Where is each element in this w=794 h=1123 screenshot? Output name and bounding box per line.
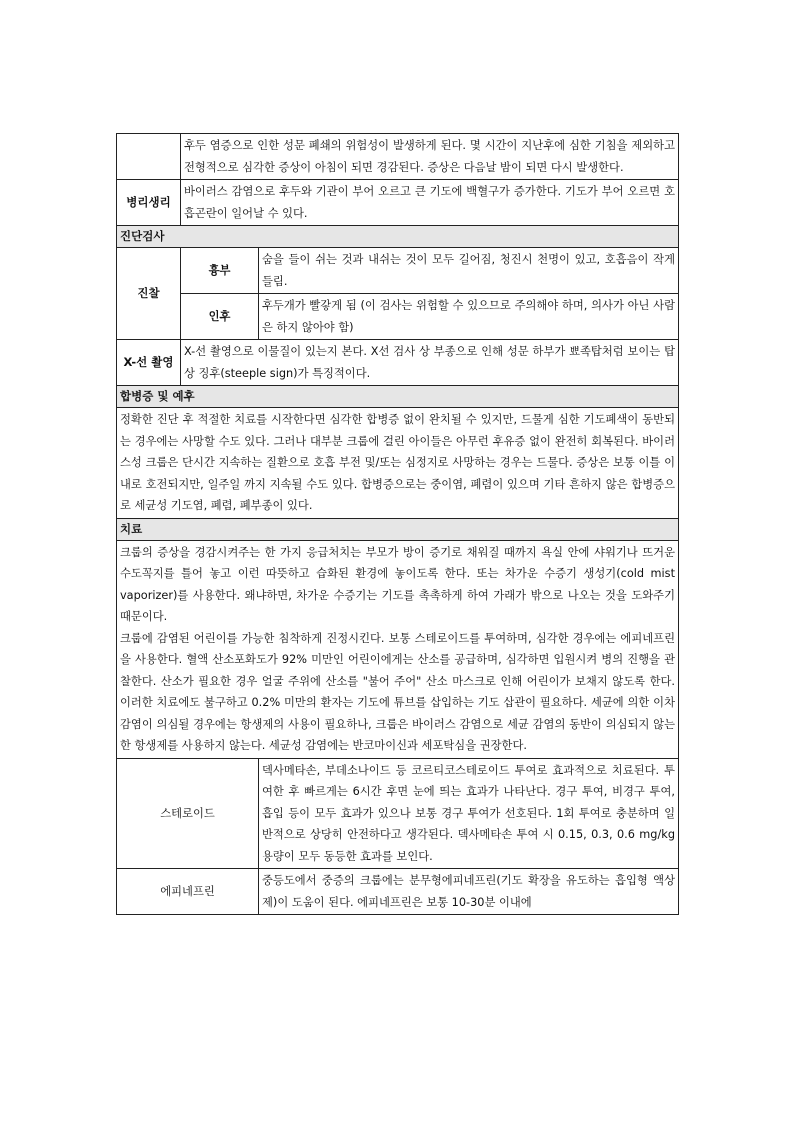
diagnosis-header: 진단검사 xyxy=(117,226,679,248)
complications-text: 정확한 진단 후 적절한 치료를 시작한다면 심각한 합병증 없이 완치될 수 있지만, 드물게 심한 기도폐색이 동반되는 경우에는 사망할 수도 있다. 그러나 대부분 크룹에 걸린 아이들은 아무런 후유증 없이 완전히 회복된다. 바이러스성 크룹은 단시간 지속하는 질환으로 호흡 부전 및/또는 심정지로 사망하는 경우는 드물다. 증상은 보통 이틀 이내로 호전되지만, 일주일 까지 지속될 수도 있다. 합병증으로는 중이염, 폐렴이 있으며 기타 흔하지 않은 합병증으로 세균성 기도염, 폐렴, 폐부종이 있다. xyxy=(117,408,679,519)
pathophysiology-row xyxy=(117,180,679,226)
epinephrine-text: 중등도에서 중증의 크룹에는 분무형에피네프린(기도 확장을 유도하는 흡입형 액상제)이 도움이 된다. 에피네프린은 보통 10-30분 이내에 xyxy=(259,869,679,915)
treatment-body xyxy=(117,540,679,758)
throat-text: 후두개가 빨갛게 됨 (이 검사는 위험할 수 있으므로 주의해야 하며, 의사가 아닌 사람은 하지 않아야 함) xyxy=(259,294,679,340)
xray-text: X-선 촬영으로 이물질이 있는지 본다. X선 검사 상 부종으로 인해 성문 하부가 뾰족탑처럼 보이는 탑상 징후(steeple sign)가 특징적이다. xyxy=(181,340,679,386)
pathophysiology-label: 병리생리 xyxy=(117,180,181,226)
treatment-header-row xyxy=(117,518,679,540)
steroid-label: 스테로이드 xyxy=(117,758,259,869)
xray-label: X-선 촬영 xyxy=(117,340,181,386)
throat-exam-row xyxy=(117,294,679,340)
treatment-header: 치료 xyxy=(117,518,679,540)
epinephrine-label: 에피네프린 xyxy=(117,869,259,915)
xray-row xyxy=(117,340,679,386)
treatment-row xyxy=(117,540,679,758)
document-page xyxy=(116,133,678,915)
chest-label: 흉부 xyxy=(181,248,259,294)
symptom-row xyxy=(117,134,679,180)
croup-info-table xyxy=(116,133,679,915)
treatment-paragraph-1: 크룹의 증상을 경감시켜주는 한 가지 응급처치는 부모가 방이 증기로 채워질 때까지 욕실 안에 샤워기나 뜨거운 수도꼭지를 틀어 놓고 이런 따뜻하고 습화된 환경에 놓이도록 한다. 또는 차가운 수증기 생성기(cold mist vaporizer)를 사용한다. 왜냐하면, 차가운 수증기는 기도를 촉촉하게 하여 가래가 밖으로 나오는 것을 도와주기 때문이다. xyxy=(120,545,675,623)
throat-label: 인후 xyxy=(181,294,259,340)
empty-label-cell xyxy=(117,134,181,180)
complications-row xyxy=(117,408,679,519)
complications-header: 합병증 및 예후 xyxy=(117,386,679,408)
pathophysiology-text: 바이러스 감염으로 후두와 기관이 부어 오르고 큰 기도에 백혈구가 증가한다. 기도가 부어 오르면 호흡곤란이 일어날 수 있다. xyxy=(181,180,679,226)
epinephrine-row xyxy=(117,869,679,915)
chest-exam-row xyxy=(117,248,679,294)
exam-label: 진찰 xyxy=(117,248,181,340)
treatment-paragraph-2: 크룹에 감염된 어린이를 가능한 침착하게 진정시킨다. 보통 스테로이드를 투여하며, 심각한 경우에는 에피네프린을 사용한다. 혈액 산소포화도가 92% 미만인 어린이에게는 산소를 공급하며, 심각하면 입원시켜 병의 진행을 관찰한다. 산소가 필요한 경우 얼굴 주위에 산소를 "불어 주어" 산소 마스크로 인해 어린이가 보채지 않도록 한다. 이러한 치료에도 불구하고 0.2% 미만의 환자는 기도에 튜브를 삽입하는 기도 삽관이 필요하다. 세균에 의한 이차감염이 의심될 경우에는 항생제의 사용이 필요하나, 크룹은 바이러스 감염으로 세균 감염의 동반이 의심되지 않는 한 항생제를 사용하지 않는다. 세균성 감염에는 반코마이신과 세포탁심을 권장한다. xyxy=(120,631,675,752)
chest-text: 숨을 들이 쉬는 것과 내쉬는 것이 모두 길어짐, 청진시 천명이 있고, 호흡음이 작게 들림. xyxy=(259,248,679,294)
steroid-row xyxy=(117,758,679,869)
symptom-text: 후두 염증으로 인한 성문 폐쇄의 위험성이 발생하게 된다. 몇 시간이 지난후에 심한 기침을 제외하고 전형적으로 심각한 증상이 아침이 되면 경감된다. 증상은 다음날 밤이 되면 다시 발생한다. xyxy=(181,134,679,180)
diagnosis-header-row xyxy=(117,226,679,248)
complications-header-row xyxy=(117,386,679,408)
steroid-text: 덱사메타손, 부데소나이드 등 코르티코스테로이드 투여로 효과적으로 치료된다. 투여한 후 빠르게는 6시간 후면 눈에 띄는 효과가 나타난다. 경구 투여, 비경구 투여, 흡입 등이 모두 효과가 있으나 보통 경구 투여가 선호된다. 1회 투여로 충분하며 일반적으로 상당히 안전하다고 생각된다. 덱사메타손 투여 시 0.15, 0.3, 0.6 mg/kg 용량이 모두 동등한 효과를 보인다. xyxy=(259,758,679,869)
